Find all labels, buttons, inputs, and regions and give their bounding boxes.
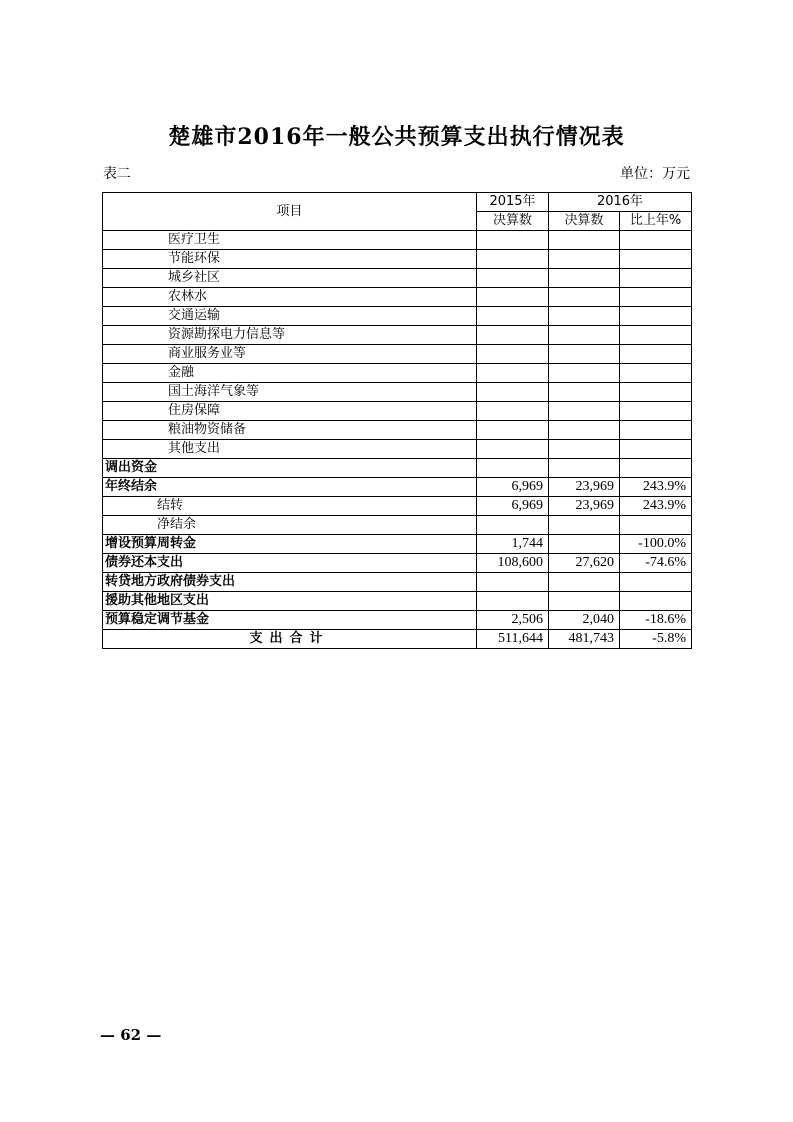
row-yoy: -5.8%: [620, 630, 692, 649]
row-actual-2015: 511,644: [477, 630, 549, 649]
row-actual-2015: [477, 250, 549, 269]
table-row: [103, 250, 692, 269]
row-yoy: [620, 288, 692, 307]
row-label: 城乡社区: [103, 269, 477, 288]
row-actual-2015: [477, 592, 549, 611]
row-actual-2015: [477, 573, 549, 592]
header-2016: 2016年: [549, 193, 692, 212]
header-actual-2016: 决算数: [549, 212, 620, 231]
row-actual-2016: [549, 383, 620, 402]
row-actual-2016: [549, 307, 620, 326]
row-yoy: [620, 383, 692, 402]
row-yoy: 243.9%: [620, 478, 692, 497]
page-number: — 62 —: [100, 1026, 162, 1044]
row-actual-2016: [549, 269, 620, 288]
row-actual-2015: [477, 231, 549, 250]
row-label: 节能环保: [103, 250, 477, 269]
row-label: 医疗卫生: [103, 231, 477, 250]
row-actual-2015: [477, 516, 549, 535]
row-yoy: [620, 326, 692, 345]
table-row: [103, 611, 692, 630]
table-row: [103, 307, 692, 326]
row-label: 净结余: [103, 516, 477, 535]
row-label: 农林水: [103, 288, 477, 307]
row-actual-2016: [549, 345, 620, 364]
row-yoy: -100.0%: [620, 535, 692, 554]
header-actual-2015: 决算数: [477, 212, 549, 231]
table-row: [103, 326, 692, 345]
row-actual-2016: [549, 250, 620, 269]
header-2015: 2015年: [477, 193, 549, 212]
row-actual-2016: [549, 535, 620, 554]
row-actual-2015: [477, 307, 549, 326]
row-actual-2016: [549, 326, 620, 345]
table-row: [103, 554, 692, 573]
row-label: 商业服务业等: [103, 345, 477, 364]
table-row: [103, 516, 692, 535]
budget-table: [102, 192, 692, 649]
row-actual-2015: [477, 402, 549, 421]
row-actual-2016: [549, 440, 620, 459]
table-row: [103, 459, 692, 478]
row-yoy: [620, 269, 692, 288]
unit-label: 单位：万元: [620, 166, 690, 182]
table-subheader: [103, 163, 690, 183]
table-row: [103, 535, 692, 554]
row-yoy: [620, 402, 692, 421]
row-label: 国土海洋气象等: [103, 383, 477, 402]
table-row: [103, 592, 692, 611]
row-actual-2015: [477, 288, 549, 307]
table-row: [103, 421, 692, 440]
row-actual-2015: [477, 269, 549, 288]
row-actual-2015: [477, 421, 549, 440]
row-actual-2015: 2,506: [477, 611, 549, 630]
row-actual-2016: [549, 288, 620, 307]
table-row: [103, 288, 692, 307]
row-actual-2015: [477, 345, 549, 364]
total-row: [103, 630, 692, 649]
row-yoy: [620, 345, 692, 364]
header-yoy: 比上年%: [620, 212, 692, 231]
row-actual-2015: [477, 383, 549, 402]
table-row: [103, 345, 692, 364]
row-label: 金融: [103, 364, 477, 383]
row-actual-2016: 27,620: [549, 554, 620, 573]
row-yoy: [620, 307, 692, 326]
row-actual-2015: [477, 459, 549, 478]
row-actual-2016: 23,969: [549, 497, 620, 516]
row-yoy: 243.9%: [620, 497, 692, 516]
row-label: 年终结余: [103, 478, 477, 497]
table-row: [103, 402, 692, 421]
table-row: [103, 383, 692, 402]
row-actual-2015: 6,969: [477, 497, 549, 516]
row-yoy: [620, 364, 692, 383]
row-actual-2015: [477, 326, 549, 345]
row-label: 预算稳定调节基金: [103, 611, 477, 630]
row-actual-2016: [549, 421, 620, 440]
row-yoy: -74.6%: [620, 554, 692, 573]
row-label: 粮油物资储备: [103, 421, 477, 440]
page-title: 楚雄市2016年一般公共预算支出执行情况表: [168, 124, 625, 150]
row-label: 资源勘探电力信息等: [103, 326, 477, 345]
row-actual-2016: 481,743: [549, 630, 620, 649]
row-label: 债券还本支出: [103, 554, 477, 573]
row-label: 其他支出: [103, 440, 477, 459]
row-yoy: [620, 516, 692, 535]
row-actual-2016: [549, 516, 620, 535]
row-actual-2015: 108,600: [477, 554, 549, 573]
table-row: [103, 231, 692, 250]
row-label: 增设预算周转金: [103, 535, 477, 554]
row-label: 住房保障: [103, 402, 477, 421]
row-yoy: -18.6%: [620, 611, 692, 630]
row-actual-2015: [477, 440, 549, 459]
row-actual-2016: [549, 364, 620, 383]
row-actual-2016: 2,040: [549, 611, 620, 630]
row-actual-2016: [549, 402, 620, 421]
row-actual-2016: [549, 573, 620, 592]
row-actual-2016: 23,969: [549, 478, 620, 497]
row-actual-2016: [549, 459, 620, 478]
row-actual-2015: 1,744: [477, 535, 549, 554]
table-row: [103, 440, 692, 459]
row-label: 交通运输: [103, 307, 477, 326]
table-row: [103, 478, 692, 497]
row-label: 支出合计: [103, 630, 477, 649]
row-actual-2016: [549, 592, 620, 611]
row-yoy: [620, 459, 692, 478]
table-row: [103, 573, 692, 592]
row-actual-2015: [477, 364, 549, 383]
table-row: [103, 269, 692, 288]
table-label: 表二: [103, 166, 131, 182]
row-yoy: [620, 592, 692, 611]
table-row: [103, 364, 692, 383]
row-yoy: [620, 440, 692, 459]
table-row: [103, 497, 692, 516]
row-yoy: [620, 231, 692, 250]
row-label: 结转: [103, 497, 477, 516]
header-item: 项目: [103, 193, 477, 231]
row-yoy: [620, 573, 692, 592]
row-label: 援助其他地区支出: [103, 592, 477, 611]
row-label: 转贷地方政府债券支出: [103, 573, 477, 592]
row-actual-2016: [549, 231, 620, 250]
row-yoy: [620, 250, 692, 269]
row-actual-2015: 6,969: [477, 478, 549, 497]
row-yoy: [620, 421, 692, 440]
row-label: 调出资金: [103, 459, 477, 478]
